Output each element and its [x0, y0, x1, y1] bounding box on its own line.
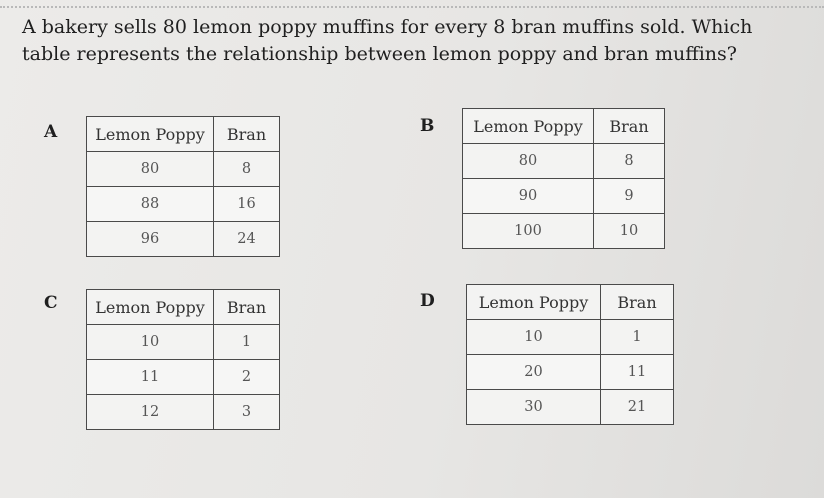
header-lemon-poppy: Lemon Poppy — [467, 285, 601, 320]
lemon-poppy-cell: 100 — [463, 214, 594, 249]
lemon-poppy-cell: 20 — [467, 355, 601, 390]
lemon-poppy-cell: 10 — [467, 320, 601, 355]
table-row — [463, 179, 665, 214]
option-b-table[interactable] — [462, 108, 665, 249]
header-bran: Bran — [214, 117, 280, 152]
header-bran: Bran — [214, 290, 280, 325]
table-row — [467, 390, 674, 425]
lemon-poppy-cell: 80 — [87, 152, 214, 187]
option-a-label[interactable]: A — [44, 122, 58, 142]
top-divider — [0, 6, 824, 8]
lemon-poppy-cell: 30 — [467, 390, 601, 425]
bran-cell: 21 — [601, 390, 674, 425]
header-lemon-poppy: Lemon Poppy — [463, 109, 594, 144]
lemon-poppy-cell: 80 — [463, 144, 594, 179]
header-lemon-poppy: Lemon Poppy — [87, 290, 214, 325]
bran-cell: 8 — [594, 144, 665, 179]
table-row — [87, 325, 280, 360]
bran-cell: 8 — [214, 152, 280, 187]
table-row — [463, 214, 665, 249]
table-row — [87, 395, 280, 430]
table-row — [87, 222, 280, 257]
bran-cell: 2 — [214, 360, 280, 395]
option-d-label[interactable]: D — [420, 291, 435, 311]
bran-cell: 24 — [214, 222, 280, 257]
option-b-label[interactable]: B — [420, 116, 435, 136]
bran-cell: 1 — [214, 325, 280, 360]
option-d-table[interactable] — [466, 284, 674, 425]
option-c-table[interactable] — [86, 289, 280, 430]
bran-cell: 3 — [214, 395, 280, 430]
table-row — [87, 360, 280, 395]
lemon-poppy-cell: 90 — [463, 179, 594, 214]
bran-cell: 10 — [594, 214, 665, 249]
table-row — [87, 187, 280, 222]
lemon-poppy-cell: 12 — [87, 395, 214, 430]
header-bran: Bran — [601, 285, 674, 320]
lemon-poppy-cell: 11 — [87, 360, 214, 395]
lemon-poppy-cell: 88 — [87, 187, 214, 222]
header-lemon-poppy: Lemon Poppy — [87, 117, 214, 152]
table-row — [463, 144, 665, 179]
bran-cell: 1 — [601, 320, 674, 355]
table-row — [467, 320, 674, 355]
bran-cell: 11 — [601, 355, 674, 390]
lemon-poppy-cell: 96 — [87, 222, 214, 257]
bran-cell: 16 — [214, 187, 280, 222]
option-a-table[interactable] — [86, 116, 280, 257]
table-row — [87, 152, 280, 187]
header-bran: Bran — [594, 109, 665, 144]
table-row — [467, 355, 674, 390]
option-c-label[interactable]: C — [44, 293, 58, 313]
lemon-poppy-cell: 10 — [87, 325, 214, 360]
bran-cell: 9 — [594, 179, 665, 214]
question-text: A bakery sells 80 lemon poppy muffins for every 8 bran muffins sold. Which table represents the relationship between lemon poppy and bran muffins? — [22, 16, 753, 65]
